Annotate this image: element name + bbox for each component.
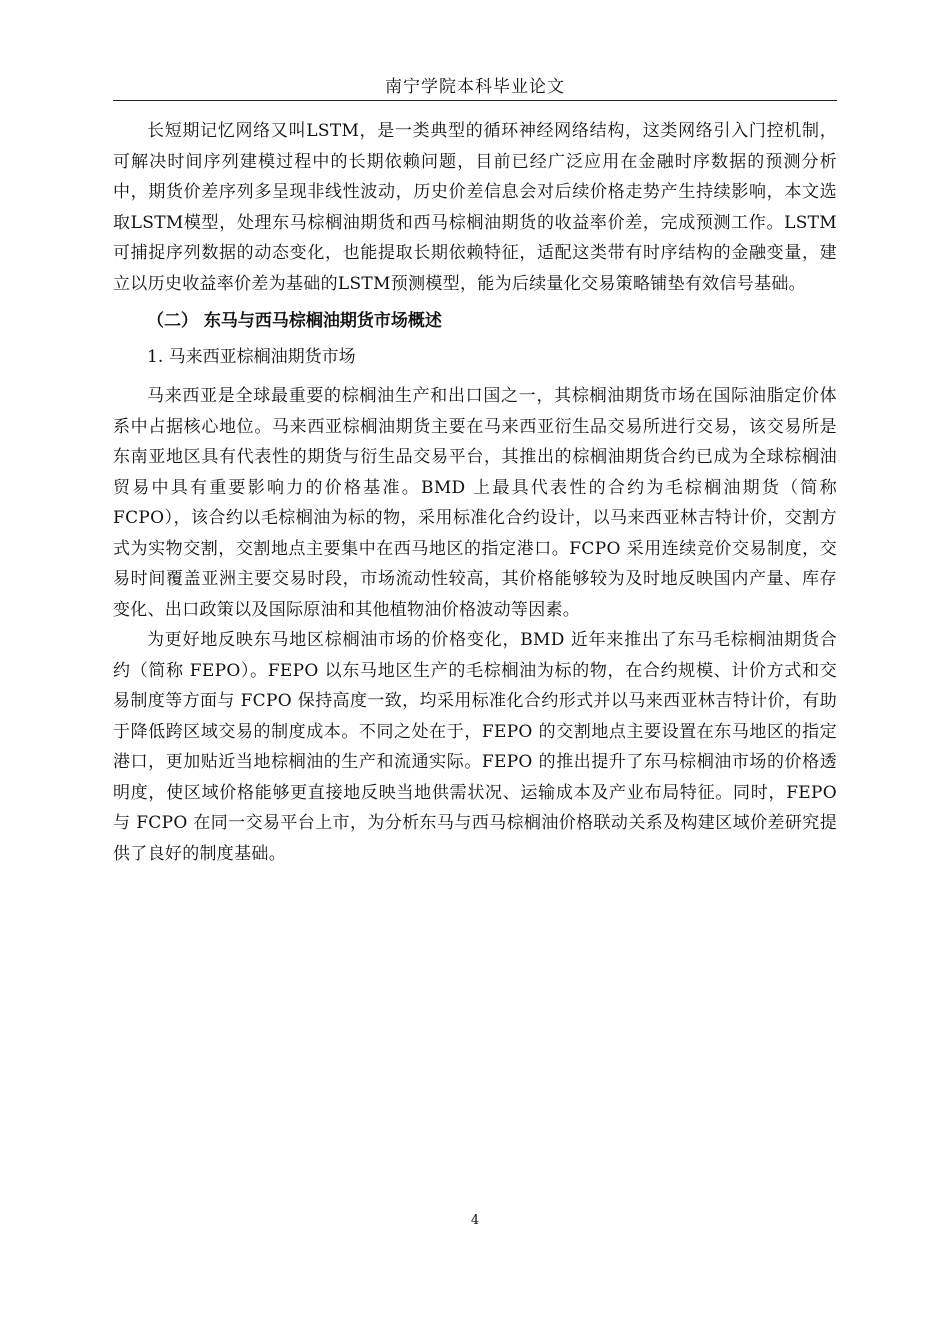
- page-header-title: 南宁学院本科毕业论文: [385, 77, 565, 97]
- intro-paragraph: 长短期记忆网络又叫LSTM，是一类典型的循环神经网络结构，这类网络引入门控机制，可解决时间序列建模过程中的长期依赖问题，目前已经广泛应用在金融时序数据的预测分析中，期货价差序列多呈现非线性波动，历史价差信息会对后续价格走势产生持续影响，本文选取LSTM模型，处理东马棕榈油期货和西马棕榈油期货的收益率价差，完成预测工作。LSTM可捕捉序列数据的动态变化，也能提取长期依赖特征，适配这类带有时序结构的金融变量，建立以历史收益率价差为基础的LSTM预测模型，能为后续量化交易策略铺垫有效信号基础。: [113, 121, 837, 294]
- header-divider: [113, 100, 837, 101]
- body-paragraph-2: 为更好地反映东马地区棕榈油市场的价格变化，BMD 近年来推出了东马毛棕榈油期货合约（简称 FEPO）。FEPO 以东马地区生产的毛棕榈油为标的物，在合约规模、计价方式和交易制度等方面与 FCPO 保持高度一致，均采用标准化合约形式并以马来西亚林吉特计价，有助于降低跨区域交易的制度成本。不同之处在于，FEPO 的交割地点主要设置在东马地区的指定港口，更加贴近当地棕榈油的生产和流通实际。FEPO 的推出提升了东马棕榈油市场的价格透明度，使区域价格能够更直接地反映当地供需状况、运输成本及产业布局特征。同时，FEPO 与 FCPO 在同一交易平台上市，为分析东马与西马棕榈油价格联动关系及构建区域价差研究提供了良好的制度基础。: [113, 630, 837, 864]
- page-number: 4: [470, 1213, 480, 1228]
- document-body: [113, 116, 837, 869]
- body-paragraph-1: 马来西亚是全球最重要的棕榈油生产和出口国之一，其棕榈油期货市场在国际油脂定价体系中占据核心地位。马来西亚棕榈油期货主要在马来西亚衍生品交易所进行交易，该交易所是东南亚地区具有代表性的期货与衍生品交易平台，其推出的棕榈油期货合约已成为全球棕榈油贸易中具有重要影响力的价格基准。BMD 上最具代表性的合约为毛棕榈油期货（简称 FCPO），该合约以毛棕榈油为标的物，采用标准化合约设计，以马来西亚林吉特计价，交割方式为实物交割，交割地点主要集中在西马地区的指定港口。FCPO 采用连续竞价交易制度，交易时间覆盖亚洲主要交易时段，市场流动性较高，其价格能够较为及时地反映国内产量、库存变化、出口政策以及国际原油和其他植物油价格波动等因素。: [113, 386, 837, 620]
- section-heading: （二） 东马与西马棕榈油期货市场概述: [147, 311, 442, 331]
- subsection-heading: 1. 马来西亚棕榈油期货市场: [147, 347, 356, 367]
